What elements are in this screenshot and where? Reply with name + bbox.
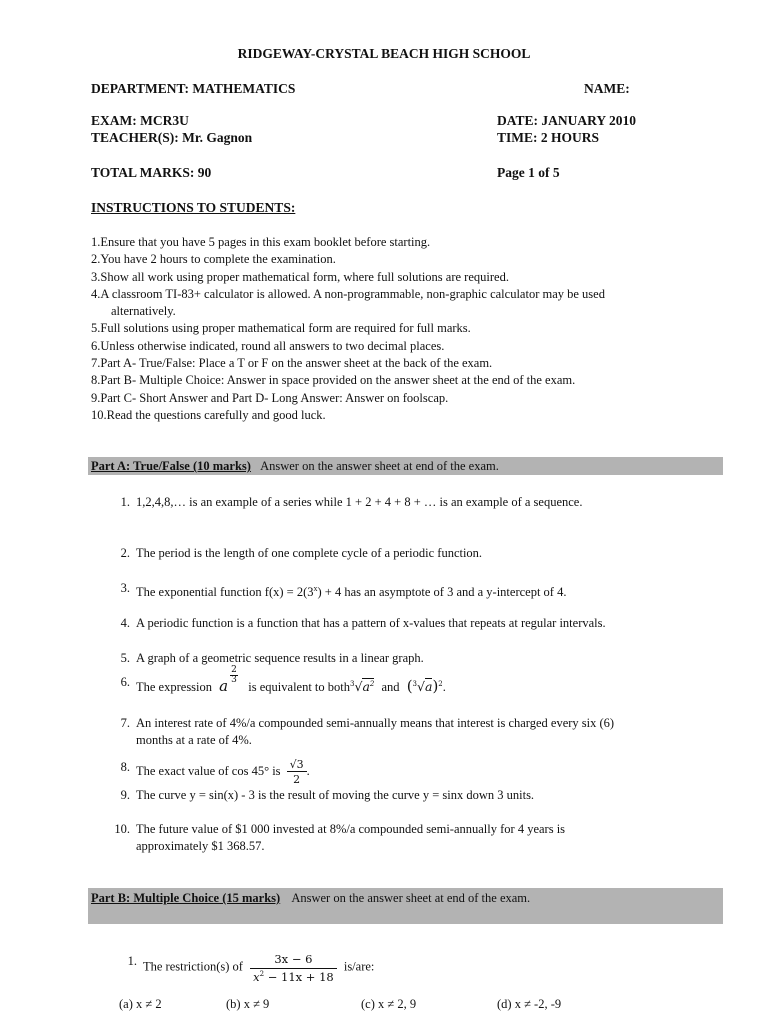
denominator-rest: − 11x + 18	[264, 969, 334, 984]
part-b-note: Answer on the answer sheet at end of the exam.	[291, 891, 531, 905]
question-text: 1,2,4,8,… is an example of a series while 1 + 2 + 4 + 8 + … is an example of a sequence.	[136, 495, 583, 509]
question-text: .	[306, 763, 310, 778]
question-number: 9.	[120, 788, 130, 802]
question-a10	[114, 821, 566, 855]
question-number: 6.	[120, 675, 130, 689]
page-number: Page 1 of 5	[497, 165, 560, 180]
question-a5	[120, 650, 424, 667]
answer-option-a: (a) x ≠ 2	[119, 997, 162, 1011]
expression-base: a	[219, 677, 229, 695]
instruction-item: 5.Full solutions using proper mathematical form are required for full marks.	[91, 321, 471, 336]
fraction-numerator: 3x − 6	[250, 954, 337, 969]
question-a6	[120, 665, 446, 696]
answer-option-b: (b) x ≠ 9	[226, 997, 270, 1011]
department-label: DEPARTMENT: MATHEMATICS	[91, 81, 296, 96]
root-index: 3	[350, 679, 355, 688]
question-number: 7.	[120, 716, 130, 730]
denominator-variable: x	[253, 969, 260, 984]
question-text: and	[381, 680, 400, 694]
question-number: 8.	[120, 760, 130, 774]
question-text: The expression	[136, 680, 213, 694]
part-b-header	[91, 891, 530, 906]
question-text: .	[442, 680, 446, 694]
radicand	[362, 678, 374, 694]
root-index: 3	[412, 679, 418, 688]
part-a-note: Answer on the answer sheet at end of the exam.	[260, 459, 499, 473]
question-text: The future value of $1 000 invested at 8%/a compounded semi-annually for 4 years is	[136, 822, 566, 836]
question-number: 4.	[120, 616, 130, 630]
question-text: A periodic function is a function that has a pattern of x-values that repeats at regular intervals.	[136, 616, 606, 630]
exponent-denominator: 3	[231, 675, 237, 685]
school-name: RIDGEWAY-CRYSTAL BEACH HIGH SCHOOL	[237, 46, 531, 61]
instruction-item: 9.Part C- Short Answer and Part D- Long Answer: Answer on foolscap.	[91, 390, 449, 405]
question-text: The curve y = sin(x) - 3 is the result of moving the curve y = sinx down 3 units.	[136, 788, 535, 802]
instruction-item: 1.Ensure that you have 5 pages in this exam booklet before starting.	[91, 235, 431, 249]
question-text: months at a rate of 4%.	[136, 733, 252, 747]
answer-option-d: (d) x ≠ -2, -9	[497, 997, 562, 1011]
question-text: is equivalent to both	[248, 680, 351, 694]
instruction-item: 4.A classroom TI-83+ calculator is allowed. A non-programmable, non-graphic calculator may be used	[91, 286, 605, 301]
radicand-exponent: 2	[369, 679, 375, 688]
name-label: NAME:	[584, 81, 630, 96]
instructions-list	[91, 234, 731, 424]
fractional-power-expression	[219, 665, 245, 695]
exam-code: EXAM: MCR3U	[91, 113, 189, 128]
instruction-item: 7.Part A- True/False: Place a T or F on the answer sheet at the back of the exam.	[91, 356, 493, 371]
question-number: 10.	[114, 822, 130, 836]
question-text: The exact value of cos 45° is	[136, 763, 281, 778]
question-number: 5.	[120, 651, 130, 665]
question-number: 1.	[127, 954, 137, 968]
exam-date: DATE: JANUARY 2010	[497, 113, 637, 128]
instruction-item: 3.Show all work using proper mathematical form, where full solutions are required.	[91, 269, 509, 284]
total-marks: TOTAL MARKS: 90	[91, 165, 212, 180]
denominator-exponent: 2	[259, 969, 265, 978]
fraction-denominator	[250, 969, 337, 983]
question-text: A graph of a geometric sequence results in a linear graph.	[136, 651, 424, 665]
question-text: ) + 4 has an asymptote of 3 and a y-intercept of 4.	[317, 585, 567, 600]
exponent: x	[313, 584, 318, 593]
radicand: a	[424, 679, 433, 694]
part-b-title: Part B: Multiple Choice (15 marks)	[91, 891, 281, 905]
fraction-numerator: √3	[287, 759, 307, 772]
question-number: 3.	[120, 581, 130, 595]
exponent-numerator: 2	[231, 665, 237, 675]
rational-expression	[250, 954, 337, 983]
question-a7	[120, 715, 615, 749]
question-a3	[120, 580, 567, 601]
outer-exponent: 2	[438, 679, 443, 688]
fraction	[287, 759, 307, 785]
question-text: The restriction(s) of	[143, 959, 243, 974]
fraction-denominator: 2	[293, 773, 301, 786]
question-text: The exponential function f(x) = 2(3	[136, 585, 314, 600]
answer-option-c: (c) x ≠ 2, 9	[361, 997, 417, 1011]
question-a1	[120, 494, 583, 511]
instruction-item-continuation: alternatively.	[111, 304, 176, 319]
part-a-title: Part A: True/False (10 marks)	[91, 459, 251, 473]
question-number: 1.	[120, 495, 130, 509]
question-number: 2.	[120, 546, 130, 560]
cube-root-expression: $^3√a^2$	[350, 679, 375, 694]
question-b1	[127, 952, 375, 984]
radicand-base: a	[362, 679, 370, 694]
instructions-heading: INSTRUCTIONS TO STUDENTS:	[91, 200, 296, 215]
teacher-label: TEACHER(S): Mr. Gagnon	[91, 130, 253, 145]
instruction-item: 2.You have 2 hours to complete the examination.	[91, 252, 336, 267]
instruction-item: 6.Unless otherwise indicated, round all answers to two decimal places.	[91, 338, 445, 353]
question-text: is/are:	[343, 959, 375, 974]
root-power-expression: $(^3√a)^2$	[406, 677, 443, 695]
question-a8	[120, 758, 310, 786]
question-text: An interest rate of 4%/a compounded semi-annually means that interest is charged every six (6)	[136, 716, 615, 730]
question-text: The period is the length of one complete cycle of a periodic function.	[136, 546, 483, 560]
fractional-exponent	[230, 666, 238, 685]
question-a4	[120, 615, 606, 632]
part-a-header	[91, 459, 499, 474]
exam-time: TIME: 2 HOURS	[497, 130, 600, 145]
instruction-item: 8.Part B- Multiple Choice: Answer in space provided on the answer sheet at the end of the exam.	[91, 373, 576, 388]
question-a9	[120, 787, 535, 804]
question-text: approximately $1 368.57.	[136, 839, 265, 853]
question-a2	[120, 545, 483, 562]
instruction-item: 10.Read the questions carefully and good luck.	[91, 407, 326, 422]
